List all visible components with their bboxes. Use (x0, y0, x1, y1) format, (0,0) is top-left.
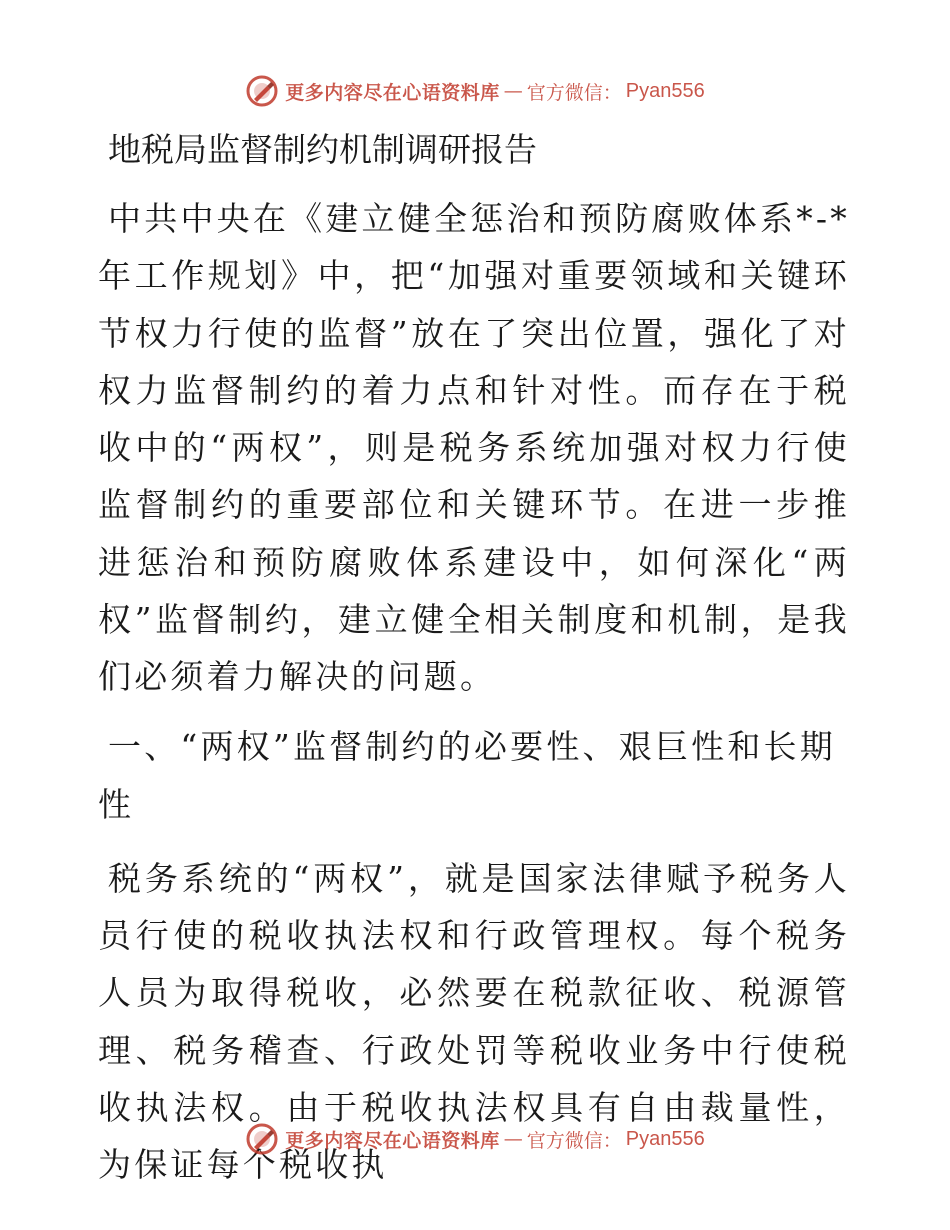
section-heading-1: 一、“两权”监督制约的必要性、艰巨性和长期性 (98, 726, 836, 824)
pen-seal-logo-icon (245, 74, 279, 108)
watermark-wechat-id: Pyan556 (625, 1127, 705, 1150)
watermark-dash: — (503, 80, 523, 102)
pen-seal-logo-icon (245, 1122, 279, 1156)
watermark-wechat-id: Pyan556 (625, 79, 705, 102)
watermark-banner-top (0, 71, 950, 111)
watermark-main-text: 更多内容尽在心语资料库 (285, 1129, 500, 1152)
watermark-wechat-label: 官方微信： (526, 1129, 622, 1152)
watermark-dash: — (503, 1128, 523, 1150)
document-body (98, 122, 850, 1205)
paragraph-intro: 中共中央在《建立健全惩治和预防腐败体系*-*年工作规划》中，把“加强对重要领域和关键环节权力行使的监督”放在了突出位置，强化了对权力监督制约的着力点和针对性。而存在于税收中的“两权”，则是税务系统加强对权力行使监督制约的重要部位和关键环节。在进一步推进惩治和预防腐败体系建设中，如何深化“两权”监督制约，建立健全相关制度和机制，是我们必须着力解决的问题。 (98, 199, 850, 697)
paragraph-two-powers: 税务系统的“两权”，就是国家法律赋予税务人员行使的税收执法权和行政管理权。每个税务人员为取得税收，必然要在税款征收、税源管理、税务稽查、行政处罚等税收业务中行使税收执法权。由于税收执法权具有自由裁量性，为保证每个税收执 (98, 858, 850, 1185)
document-title: 地税局监督制约机制调研报告 (108, 130, 537, 169)
watermark-wechat-label: 官方微信： (526, 81, 622, 104)
watermark-banner-bottom (0, 1119, 950, 1159)
watermark-main-text: 更多内容尽在心语资料库 (285, 81, 500, 104)
